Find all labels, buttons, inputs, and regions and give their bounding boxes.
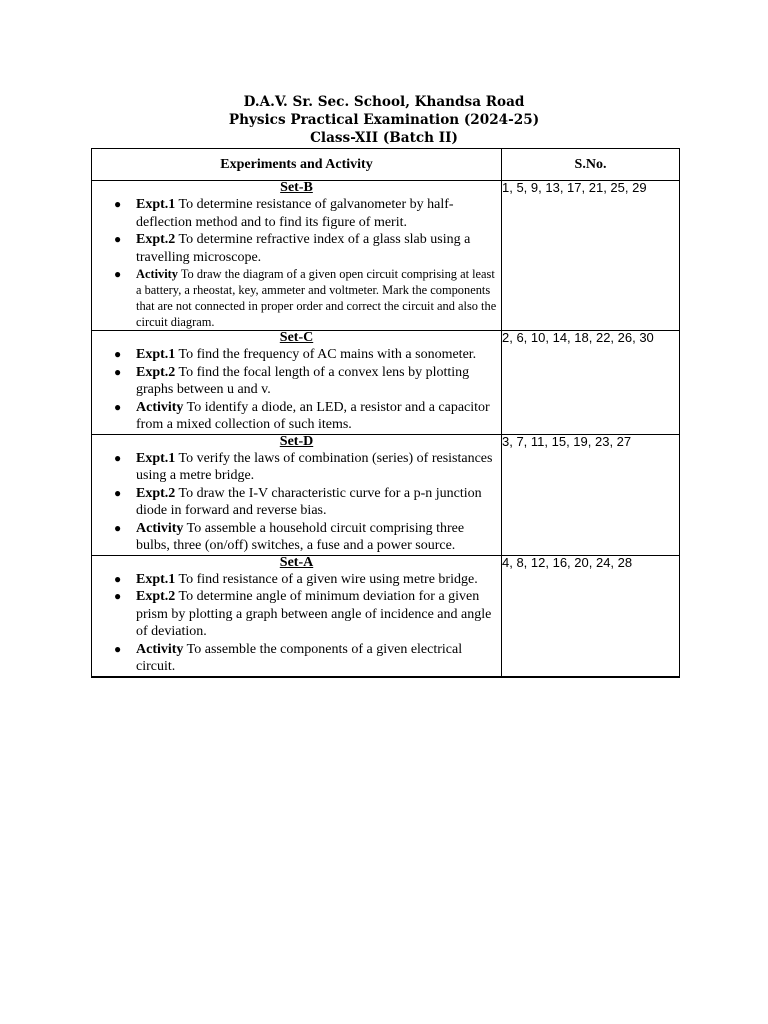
experiment-list xyxy=(92,346,501,434)
bullet-icon: ● xyxy=(114,197,122,211)
item-text: To find the frequency of AC mains with a sonometer. xyxy=(175,347,477,362)
bullet-icon: ● xyxy=(114,589,122,603)
item-text: To verify the laws of combination (series) of resistances using a metre bridge. xyxy=(136,450,493,483)
bullet-icon: ● xyxy=(114,347,122,361)
sno-cell: 1, 5, 9, 13, 17, 21, 25, 29 xyxy=(502,181,680,331)
item-keyword: Expt.2 xyxy=(136,485,176,501)
item-text: To find the focal length of a convex lens by plotting graphs between u and v. xyxy=(136,364,470,397)
list-item xyxy=(92,196,501,231)
column-header-experiments: Experiments and Activity xyxy=(92,149,502,181)
item-keyword: Expt.2 xyxy=(136,364,176,380)
experiments-cell xyxy=(92,434,502,555)
class-batch: Class-XII (Batch II) xyxy=(310,130,458,146)
list-item xyxy=(92,485,501,520)
document-header xyxy=(0,93,768,147)
item-text: To assemble a household circuit comprising three bulbs, three (on/off) switches, a fuse and a power source. xyxy=(136,520,465,553)
item-text: To identify a diode, an LED, a resistor and a capacitor from a mixed collection of such items. xyxy=(136,399,490,432)
set-title: Set-B xyxy=(280,180,313,195)
list-item xyxy=(92,571,501,589)
experiment-schedule-table xyxy=(91,148,680,678)
table-row-set-b xyxy=(92,181,680,331)
bullet-icon: ● xyxy=(114,232,122,246)
list-item xyxy=(92,231,501,266)
bullet-icon: ● xyxy=(114,399,122,414)
table-header-row xyxy=(92,149,680,181)
bullet-icon: ● xyxy=(114,485,122,500)
table-row-set-d xyxy=(92,434,680,555)
sno-cell: 3, 7, 11, 15, 19, 23, 27 xyxy=(502,434,680,555)
sno-cell: 2, 6, 10, 14, 18, 22, 26, 30 xyxy=(502,331,680,435)
experiment-list xyxy=(92,196,501,330)
table-row-set-c xyxy=(92,331,680,435)
sno-cell: 4, 8, 12, 16, 20, 24, 28 xyxy=(502,555,680,677)
item-text: To determine angle of minimum deviation for a given prism by plotting a graph between angle of incidence and angle of deviation. xyxy=(136,589,492,639)
list-item xyxy=(92,450,501,485)
bullet-icon: ● xyxy=(114,364,122,379)
list-item xyxy=(92,520,501,555)
item-keyword: Expt.2 xyxy=(136,232,176,247)
item-keyword: Activity xyxy=(136,267,178,281)
item-text: To determine resistance of galvanometer by half-deflection method and to find its figure of merit. xyxy=(136,197,454,230)
item-keyword: Activity xyxy=(136,520,184,536)
column-header-sno: S.No. xyxy=(502,149,680,181)
bullet-icon: ● xyxy=(114,450,122,465)
list-item xyxy=(92,364,501,399)
set-title: Set-A xyxy=(279,554,314,570)
item-keyword: Expt.1 xyxy=(136,347,176,362)
bullet-icon: ● xyxy=(114,571,122,586)
bullet-icon: ● xyxy=(114,267,122,281)
experiment-list xyxy=(92,571,501,676)
item-keyword: Activity xyxy=(136,399,184,415)
item-keyword: Expt.1 xyxy=(136,571,176,587)
list-item xyxy=(92,641,501,676)
item-text: To assemble the components of a given electrical circuit. xyxy=(136,641,463,674)
school-name: D.A.V. Sr. Sec. School, Khandsa Road xyxy=(243,94,525,110)
item-keyword: Expt.1 xyxy=(136,197,176,212)
list-item xyxy=(92,346,501,364)
item-keyword: Activity xyxy=(136,641,184,657)
item-text: To determine refractive index of a glass slab using a travelling microscope. xyxy=(136,232,471,265)
set-title: Set-D xyxy=(279,433,314,449)
item-text: To draw the diagram of a given open circuit comprising at least a battery, a rheostat, key, ammeter and voltmeter. Mark the components that are not connected in proper order and correct the circuit and also the circuit diagram. xyxy=(136,267,497,329)
set-title: Set-C xyxy=(279,330,314,345)
item-keyword: Expt.1 xyxy=(136,450,176,466)
bullet-icon: ● xyxy=(114,641,122,656)
bullet-icon: ● xyxy=(114,520,122,535)
exam-title: Physics Practical Examination (2024-25) xyxy=(228,112,540,128)
experiments-cell xyxy=(92,555,502,677)
item-keyword: Expt.2 xyxy=(136,589,176,604)
list-item xyxy=(92,266,501,330)
experiments-cell xyxy=(92,181,502,331)
list-item xyxy=(92,399,501,434)
experiments-cell xyxy=(92,331,502,435)
item-text: To draw the I-V characteristic curve for a p-n junction diode in forward and reverse bias. xyxy=(136,485,482,518)
experiment-list xyxy=(92,450,501,555)
item-text: To find resistance of a given wire using metre bridge. xyxy=(175,571,478,587)
list-item xyxy=(92,588,501,641)
table-row-set-a xyxy=(92,555,680,677)
